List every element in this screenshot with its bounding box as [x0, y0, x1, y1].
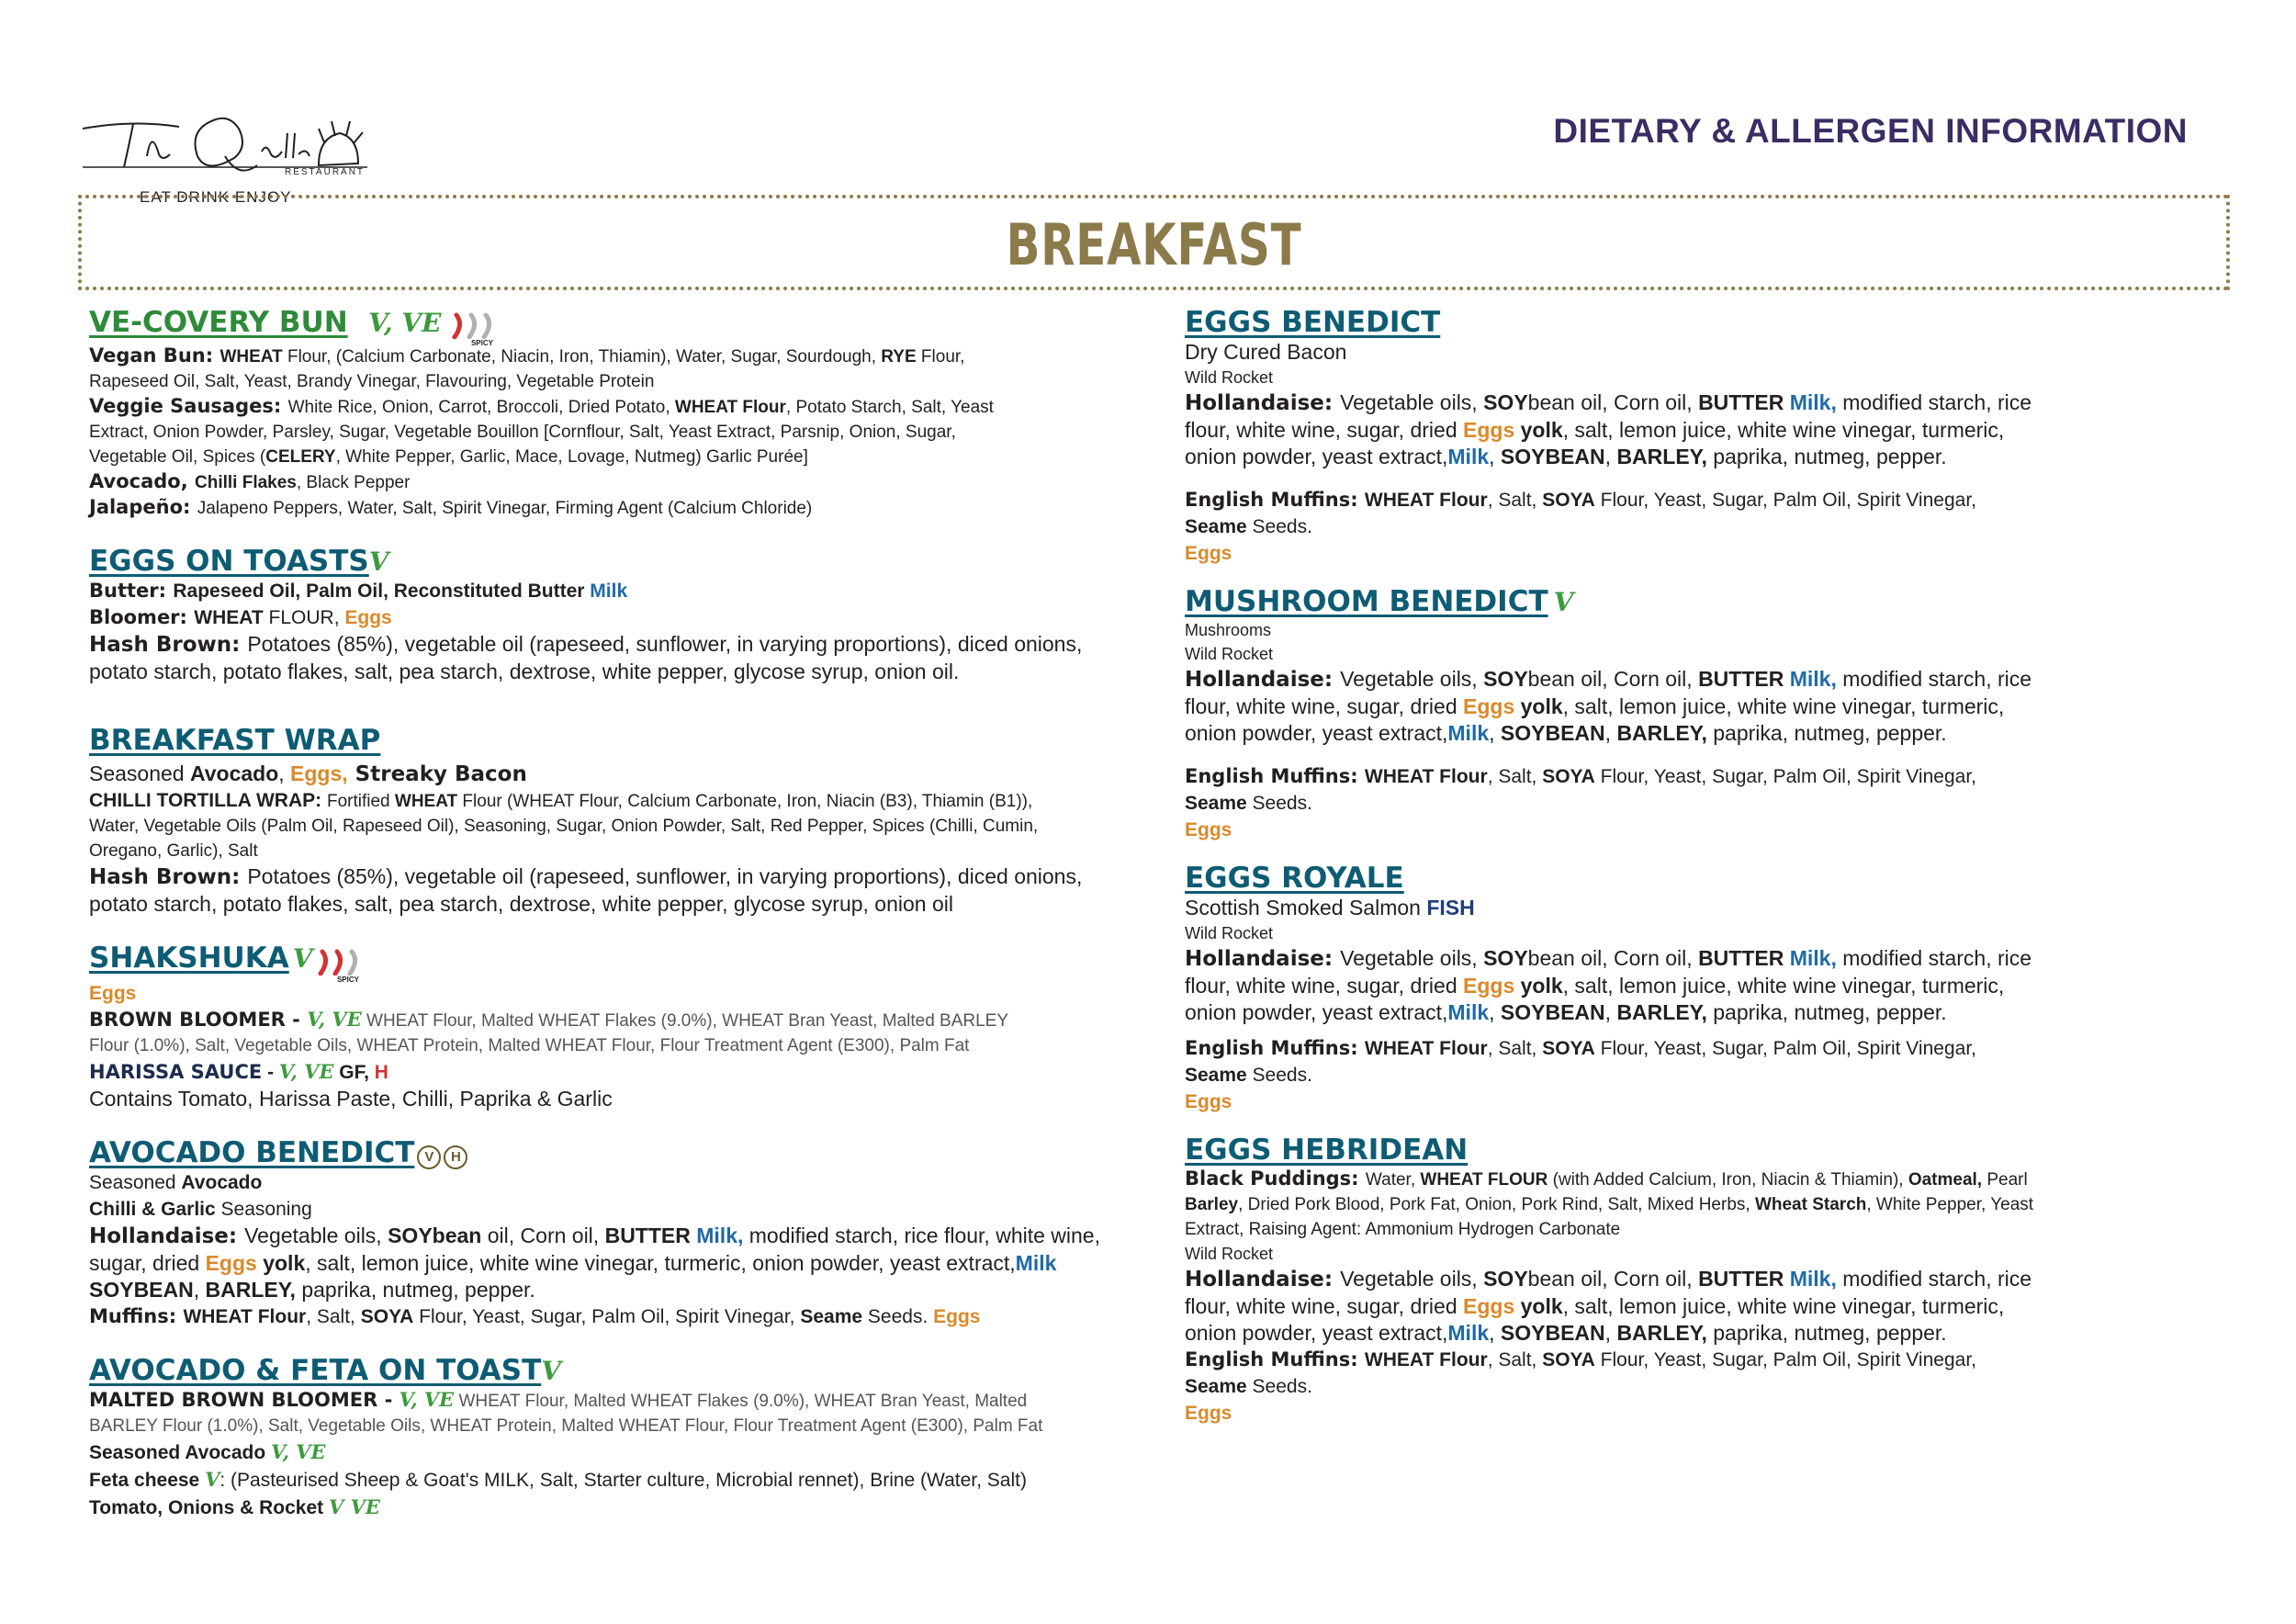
label-butter: Butter: — [89, 580, 174, 603]
allergen-barley: BARLEY, — [1616, 1321, 1707, 1345]
text: Seeds. — [1246, 793, 1312, 814]
text: , — [1489, 445, 1501, 468]
allergen-milk: Milk — [1447, 721, 1490, 745]
allergen-soybean: SOYBEAN — [1500, 1321, 1605, 1345]
label-hollandaise: Hollandaise: — [1185, 1268, 1341, 1291]
chilli-icon — [317, 948, 365, 984]
vegan-tag: V, VE — [307, 1007, 362, 1031]
text-line: Mushrooms — [1185, 621, 1272, 639]
text: flour, white wine, sugar, dried — [1185, 418, 1463, 442]
text: FLOUR, — [263, 607, 345, 629]
allergen-milk: Milk — [1447, 1321, 1490, 1345]
allergen-butter: BUTTER — [604, 1224, 691, 1248]
section-title: AVOCADO & FETA ON TOAST — [89, 1354, 542, 1388]
vegan-tag: V, VE — [399, 1388, 455, 1412]
section-eggs-on-toasts — [89, 545, 1145, 685]
text: Seasoned — [89, 761, 190, 786]
text-line: Wild Rocket — [1185, 368, 1274, 387]
text: , salt, lemon juice, white wine vinegar, turmeric, — [1562, 974, 2005, 998]
text: flour, white wine, sugar, dried — [1185, 974, 1463, 998]
vegan-tag: V, VE — [278, 1059, 334, 1083]
text: , — [1604, 721, 1617, 745]
label-english-muffins: English Muffins: — [1185, 765, 1365, 787]
text: Seeds. — [1246, 1065, 1312, 1086]
text: WHEAT Flour, Malted WHEAT Flakes (9.0%), WHEAT Bran Yeast, Malted — [454, 1392, 1028, 1412]
text: , White Pepper, Yeast — [1866, 1195, 2034, 1214]
text: , — [1604, 1321, 1617, 1345]
text: , Potato Starch, Salt, Yeast — [785, 398, 994, 418]
allergen-celery: CELERY — [265, 447, 336, 468]
allergen-wheat: WHEAT Flour — [1364, 1038, 1488, 1059]
section-title: EGGS ROYALE — [1185, 862, 1404, 895]
allergen-soya: SOYA — [1542, 490, 1595, 511]
allergen-milk: Milk, — [1784, 667, 1837, 691]
label-english-muffins: English Muffins: — [1185, 489, 1365, 511]
section-title: AVOCADO BENEDICT — [89, 1135, 415, 1169]
allergen-milk: Milk, — [690, 1224, 744, 1248]
text: Potatoes (85%), vegetable oil (rapeseed, sunflower, in varying proportions), diced onions, — [247, 864, 1083, 889]
label-hash-brown: Hash Brown: — [89, 865, 248, 890]
allergen-milk: Milk — [1447, 1000, 1490, 1024]
allergen-soybean: SOYBEAN — [1500, 721, 1605, 745]
text: yolk — [1514, 418, 1563, 442]
text-line: Oregano, Garlic), Salt — [89, 841, 258, 862]
text: Flour (WHEAT Flour, Calcium Carbonate, Iron, Niacin (B3), Thiamin (B1)), — [457, 792, 1033, 812]
restaurant-logo — [78, 101, 372, 202]
allergen-butter: BUTTER — [1698, 1267, 1784, 1291]
text: paprika, nutmeg, pepper. — [295, 1278, 535, 1303]
text: , Dried Pork Blood, Pork Fat, Onion, Pork Rind, Salt, Mixed Herbs, — [1238, 1195, 1755, 1214]
section-avocado-benedict — [89, 1136, 1145, 1331]
allergen-barley: BARLEY, — [1616, 1000, 1707, 1024]
text-line: Extract, Raising Agent: Ammonium Hydrogen Carbonate — [1185, 1220, 1621, 1239]
text: Avocado — [181, 1172, 263, 1194]
text: Jalapeno Peppers, Water, Salt, Spirit Vinegar, Firming Agent (Calcium Chloride) — [197, 499, 813, 519]
allergen-sesame: Seame — [1185, 516, 1247, 537]
text: Tomato, Onions & Rocket — [89, 1497, 329, 1519]
page-header-title: DIETARY & ALLERGEN INFORMATION — [1553, 112, 2188, 150]
allergen-milk: Milk — [1015, 1251, 1057, 1276]
label-jalapeno: Jalapeño: — [89, 496, 197, 519]
text: paprika, nutmeg, pepper. — [1706, 1000, 1947, 1024]
text: paprika, nutmeg, pepper. — [1706, 445, 1947, 468]
allergen-fish: FISH — [1426, 896, 1475, 919]
text-line: Rapeseed Oil, Salt, Yeast, Brandy Vinegar, Flavouring, Vegetable Protein — [89, 372, 655, 392]
text: onion powder, yeast extract, — [1185, 1321, 1448, 1345]
text: Chilli Flakes — [195, 473, 297, 493]
allergen-soybean: SOYBEAN — [1500, 1000, 1605, 1024]
text: Streaky Bacon — [347, 762, 527, 787]
vegetarian-tag: V — [368, 547, 389, 578]
allergen-soy: SOY — [1483, 1267, 1528, 1291]
text: modified starch, rice — [1836, 667, 2032, 691]
text: bean oil, Corn oil, — [1527, 946, 1699, 970]
allergen-eggs: Eggs — [1185, 819, 1232, 840]
text: yolk — [1514, 694, 1563, 718]
tagline: EAT DRINK ENJOY — [140, 188, 292, 206]
label-chilli-tortilla: CHILLI TORTILLA WRAP: — [89, 790, 327, 812]
section-title: EGGS HEBRIDEAN — [1185, 1133, 1469, 1167]
section-eggs-benedict — [1185, 306, 2250, 567]
text: Rapeseed Oil, Palm Oil, Reconstituted Butter — [173, 581, 591, 603]
text: flour, white wine, sugar, dried — [1185, 1294, 1463, 1318]
allergen-wheat: WHEAT — [219, 347, 283, 367]
allergen-wheat: WHEAT Flour — [1364, 1349, 1488, 1370]
section-shakshuka — [89, 942, 1145, 1111]
text: Pearl — [1982, 1170, 2028, 1190]
text: sugar, dried — [89, 1251, 206, 1276]
allergen-soya: SOYA — [360, 1306, 414, 1328]
allergen-wheat: WHEAT Flour — [1364, 490, 1488, 511]
label-hollandaise: Hollandaise: — [1185, 391, 1341, 415]
section-breakfast-wrap — [89, 724, 1145, 918]
text-line: Wild Rocket — [1185, 924, 1274, 942]
spicy-label: SPICY — [470, 339, 493, 348]
allergen-eggs: Eggs — [344, 607, 392, 629]
text: Flour, Yeast, Sugar, Palm Oil, Spirit Vinegar, — [1594, 1038, 1976, 1059]
text: flour, white wine, sugar, dried — [1185, 694, 1463, 718]
allergen-eggs: Eggs, — [290, 761, 348, 786]
text: , salt, lemon juice, white wine vinegar, turmeric, — [1562, 418, 2005, 442]
section-eggs-hebridean — [1185, 1133, 2250, 1427]
allergen-rye: RYE — [881, 347, 917, 367]
section-mushroom-benedict — [1185, 585, 2250, 843]
vegan-tag: V VE — [328, 1495, 380, 1519]
allergen-soy: SOYbean — [388, 1224, 482, 1248]
text: Vegetable oils, — [244, 1224, 388, 1248]
allergen-eggs: Eggs — [1463, 974, 1515, 998]
allergen-barley: Barley — [1185, 1195, 1239, 1214]
text: onion powder, yeast extract, — [1185, 721, 1448, 745]
text: Avocado — [189, 761, 279, 786]
text: (with Added Calcium, Iron, Niacin & Thiamin), — [1548, 1170, 1908, 1190]
allergen-eggs: Eggs — [1185, 1403, 1232, 1424]
allergen-butter: BUTTER — [1698, 390, 1784, 414]
text-line: Water, Vegetable Oils (Palm Oil, Rapeseed Oil), Seasoning, Sugar, Onion Powder, Salt, Red Pepper, Spices (Chilli, Cumin, — [89, 817, 1039, 837]
label-english-muffins: English Muffins: — [1185, 1348, 1365, 1370]
vegan-tag: V, VE — [368, 308, 442, 338]
section-title: BREAKFAST WRAP — [89, 724, 381, 758]
text: Potatoes (85%), vegetable oil (rapeseed, sunflower, in varying proportions), diced onions, — [247, 632, 1083, 657]
spicy-label: SPICY — [336, 975, 359, 984]
page-title: BREAKFAST — [1006, 211, 1302, 278]
halal-tag: H — [374, 1061, 388, 1083]
allergen-eggs: Eggs — [1463, 418, 1515, 442]
label-black-puddings: Black Puddings: — [1185, 1167, 1366, 1190]
allergen-wheat: WHEAT — [194, 607, 264, 629]
text: yolk — [1514, 974, 1563, 998]
allergen-soybean: SOYBEAN — [1500, 445, 1605, 468]
text: onion powder, yeast extract, — [1185, 445, 1448, 468]
label-hollandaise: Hollandaise: — [1185, 947, 1341, 971]
allergen-soy: SOY — [1483, 390, 1528, 414]
text: , — [278, 761, 291, 786]
text: onion powder, yeast extract, — [1185, 1000, 1448, 1024]
allergen-soya: SOYA — [1542, 1349, 1595, 1370]
text-line: Flour (1.0%), Salt, Vegetable Oils, WHEAT Protein, Malted WHEAT Flour, Flour Treatment Agent (E300), Palm Fat — [89, 1035, 970, 1055]
left-column — [89, 306, 1145, 1545]
allergen-barley: BARLEY, — [1616, 721, 1707, 745]
allergen-soybean: SOYBEAN — [89, 1278, 194, 1303]
label-malted-brown-bloomer: MALTED BROWN BLOOMER - — [89, 1389, 400, 1412]
text: Seasoned — [89, 1172, 182, 1194]
allergen-sesame: Seame — [1185, 1065, 1247, 1086]
allergen-soya: SOYA — [1542, 1038, 1595, 1059]
allergen-soya: SOYA — [1542, 766, 1595, 787]
allergen-barley: BARLEY, — [205, 1278, 296, 1303]
label-muffins: Muffins: — [89, 1305, 184, 1328]
allergen-eggs: Eggs — [89, 982, 137, 1004]
section-title: MUSHROOM BENEDICT — [1185, 585, 1548, 618]
text: , Salt, — [1487, 1038, 1543, 1059]
text: Vegetable oils, — [1340, 946, 1484, 970]
allergen-wheat: WHEAT Flour — [183, 1306, 307, 1328]
text: yolk — [256, 1251, 306, 1276]
text: , Salt, — [1487, 1349, 1543, 1370]
text: Water, — [1365, 1170, 1421, 1190]
text: Flour, Yeast, Sugar, Palm Oil, Spirit Vinegar, — [1594, 490, 1976, 511]
text-line: Wild Rocket — [1185, 645, 1274, 663]
text: WHEAT Flour, Malted WHEAT Flakes (9.0%), WHEAT Bran Yeast, Malted BARLEY — [361, 1010, 1009, 1031]
allergen-milk: Milk, — [1784, 1267, 1837, 1291]
text: modified starch, rice — [1836, 390, 2032, 414]
text-line: Dry Cured Bacon — [1185, 340, 1347, 364]
text: modified starch, rice — [1836, 946, 2032, 970]
section-title: EGGS ON TOASTS — [89, 545, 369, 579]
gluten-free-tag: GF, — [333, 1061, 375, 1083]
text: , Black Pepper — [296, 473, 411, 493]
allergen-wheat: WHEAT Flour — [1364, 766, 1488, 787]
text: - — [262, 1061, 279, 1083]
text-line: Extract, Onion Powder, Parsley, Sugar, Vegetable Bouillon [Cornflour, Salt, Yeast Extract, Parsnip, Onion, Sugar, — [89, 423, 956, 443]
allergen-oatmeal: Oatmeal, — [1908, 1170, 1983, 1190]
text: Flour, (Calcium Carbonate, Niacin, Iron, Thiamin), Water, Sugar, Sourdough, — [282, 347, 882, 367]
text: paprika, nutmeg, pepper. — [1706, 721, 1947, 745]
text-line: potato starch, potato flakes, salt, pea starch, dextrose, white pepper, glycose syrup, onion oil. — [89, 660, 960, 684]
logo-artwork — [78, 101, 372, 193]
text: Vegetable oils, — [1340, 1267, 1484, 1291]
allergen-barley: BARLEY, — [1616, 445, 1707, 468]
text: Flour, Yeast, Sugar, Palm Oil, Spirit Vinegar, — [1594, 766, 1976, 787]
vegetarian-tag: V — [205, 1468, 220, 1492]
allergen-eggs: Eggs — [1463, 694, 1515, 718]
label-hollandaise: Hollandaise: — [1185, 668, 1341, 692]
section-title: EGGS BENEDICT — [1185, 306, 1441, 339]
allergen-soy: SOY — [1483, 946, 1528, 970]
section-avocado-feta — [89, 1354, 1145, 1521]
text: bean oil, Corn oil, — [1527, 390, 1699, 414]
text: , — [1489, 1321, 1501, 1345]
text: oil, Corn oil, — [481, 1224, 605, 1248]
label-feta-cheese: Feta cheese — [89, 1470, 206, 1492]
text: : (Pasteurised Sheep & Goat's MILK, Salt, Starter culture, Microbial rennet), Brine (Water, Salt) — [219, 1470, 1027, 1492]
label-english-muffins: English Muffins: — [1185, 1037, 1365, 1059]
text: , — [1604, 1000, 1617, 1024]
allergen-sesame: Seame — [1185, 1376, 1247, 1397]
allergen-eggs: Eggs — [1185, 543, 1232, 564]
vegetarian-tag: V — [541, 1356, 561, 1387]
vegan-tag: V, VE — [271, 1440, 326, 1464]
allergen-sesame: Seame — [800, 1306, 863, 1328]
text: White Rice, Onion, Carrot, Broccoli, Dried Potato, — [287, 398, 675, 418]
allergen-wheat: WHEAT Flour — [674, 398, 786, 418]
text: , salt, lemon juice, white wine vinegar, turmeric, — [1562, 694, 2005, 718]
text: , Salt, — [1487, 490, 1543, 511]
allergen-sesame: Seame — [1185, 793, 1247, 814]
text: modified starch, rice — [1836, 1267, 2032, 1291]
allergen-milk: Milk, — [1784, 946, 1837, 970]
logo-subtitle: RESTAURANT — [285, 167, 366, 177]
right-column — [1185, 306, 2250, 1450]
text-line: Wild Rocket — [1185, 1245, 1274, 1263]
text: bean oil, Corn oil, — [1527, 667, 1699, 691]
text: , — [1489, 721, 1501, 745]
text: , — [193, 1278, 206, 1303]
text: Seeds. — [862, 1306, 934, 1328]
text-line: potato starch, potato flakes, salt, pea starch, dextrose, white pepper, glycose syrup, onion oil — [89, 892, 953, 917]
text: paprika, nutmeg, pepper. — [1706, 1321, 1947, 1345]
text: , Salt, — [1487, 766, 1543, 787]
text: yolk — [1514, 1294, 1563, 1318]
text: , — [1489, 1000, 1501, 1024]
text: , salt, lemon juice, white wine vinegar, turmeric, onion powder, yeast extract, — [305, 1251, 1016, 1276]
allergen-wheat: WHEAT FLOUR — [1420, 1170, 1548, 1190]
text: Flour, Yeast, Sugar, Palm Oil, Spirit Vinegar, — [413, 1306, 801, 1328]
text: Flour, Yeast, Sugar, Palm Oil, Spirit Vinegar, — [1594, 1349, 1976, 1370]
label-vegan-bun: Vegan Bun: — [89, 344, 220, 367]
label-veggie-sausages: Veggie Sausages: — [89, 395, 288, 418]
label-bloomer: Bloomer: — [89, 606, 195, 629]
label-hollandaise: Hollandaise: — [89, 1224, 245, 1249]
text: Vegetable oils, — [1340, 667, 1484, 691]
text: Vegetable Oil, Spices ( — [89, 447, 266, 468]
allergen-milk: Milk — [590, 581, 628, 603]
allergen-eggs: Eggs — [205, 1251, 257, 1276]
text: Seeds. — [1246, 1376, 1312, 1397]
text: , Salt, — [306, 1306, 361, 1328]
section-vecovery-bun — [89, 306, 1145, 521]
text: Flour, — [916, 347, 965, 367]
allergen-eggs: Eggs — [1463, 1294, 1515, 1318]
section-title: VE-COVERY BUN — [89, 306, 348, 339]
allergen-wheat: WHEAT — [394, 792, 458, 812]
allergen-butter: BUTTER — [1698, 667, 1784, 691]
allergen-eggs: Eggs — [1185, 1091, 1232, 1112]
vegetarian-tag: V — [292, 943, 313, 975]
allergen-butter: BUTTER — [1698, 946, 1784, 970]
label-brown-bloomer: BROWN BLOOMER - — [89, 1008, 308, 1031]
allergen-wheat-starch: Wheat Starch — [1754, 1195, 1867, 1214]
label-hash-brown: Hash Brown: — [89, 633, 248, 658]
label-avocado: Avocado, — [89, 470, 195, 493]
text: , White Pepper, Garlic, Mace, Lovage, Nutmeg) Garlic Purée] — [335, 447, 808, 468]
text: , — [1604, 445, 1617, 468]
text: Seeds. — [1246, 516, 1312, 537]
section-title: SHAKSHUKA — [89, 942, 289, 976]
text: , salt, lemon juice, white wine vinegar, turmeric, — [1562, 1294, 2005, 1318]
text: Seasoning — [215, 1199, 312, 1221]
text-line: Contains Tomato, Harissa Paste, Chilli, Paprika & Garlic — [89, 1086, 613, 1111]
allergen-eggs: Eggs — [933, 1306, 981, 1328]
text: bean oil, Corn oil, — [1527, 1267, 1699, 1291]
allergen-soy: SOY — [1483, 667, 1528, 691]
chilli-icon — [451, 311, 499, 348]
text: modified starch, rice flour, white wine, — [743, 1224, 1100, 1248]
breakfast-title-box — [78, 195, 2230, 290]
text: Scottish Smoked Salmon — [1185, 896, 1427, 919]
text-line: BARLEY Flour (1.0%), Salt, Vegetable Oils, WHEAT Protein, Malted WHEAT Flour, Flour Treatment Agent (E300), Palm Fat — [89, 1416, 1043, 1437]
vegetarian-tag: V — [1553, 587, 1574, 617]
section-eggs-royale — [1185, 862, 2250, 1115]
allergen-milk: Milk — [1447, 445, 1490, 468]
text: Vegetable oils, — [1340, 390, 1484, 414]
vegetarian-circle-icon: V — [417, 1145, 441, 1169]
halal-circle-icon: H — [444, 1145, 467, 1169]
label-harissa-sauce: HARISSA SAUCE — [89, 1060, 263, 1083]
allergen-milk: Milk, — [1784, 390, 1837, 414]
text: Seasoned Avocado — [89, 1442, 272, 1464]
text: Chilli & Garlic — [89, 1199, 216, 1221]
text: Fortified — [326, 792, 395, 812]
